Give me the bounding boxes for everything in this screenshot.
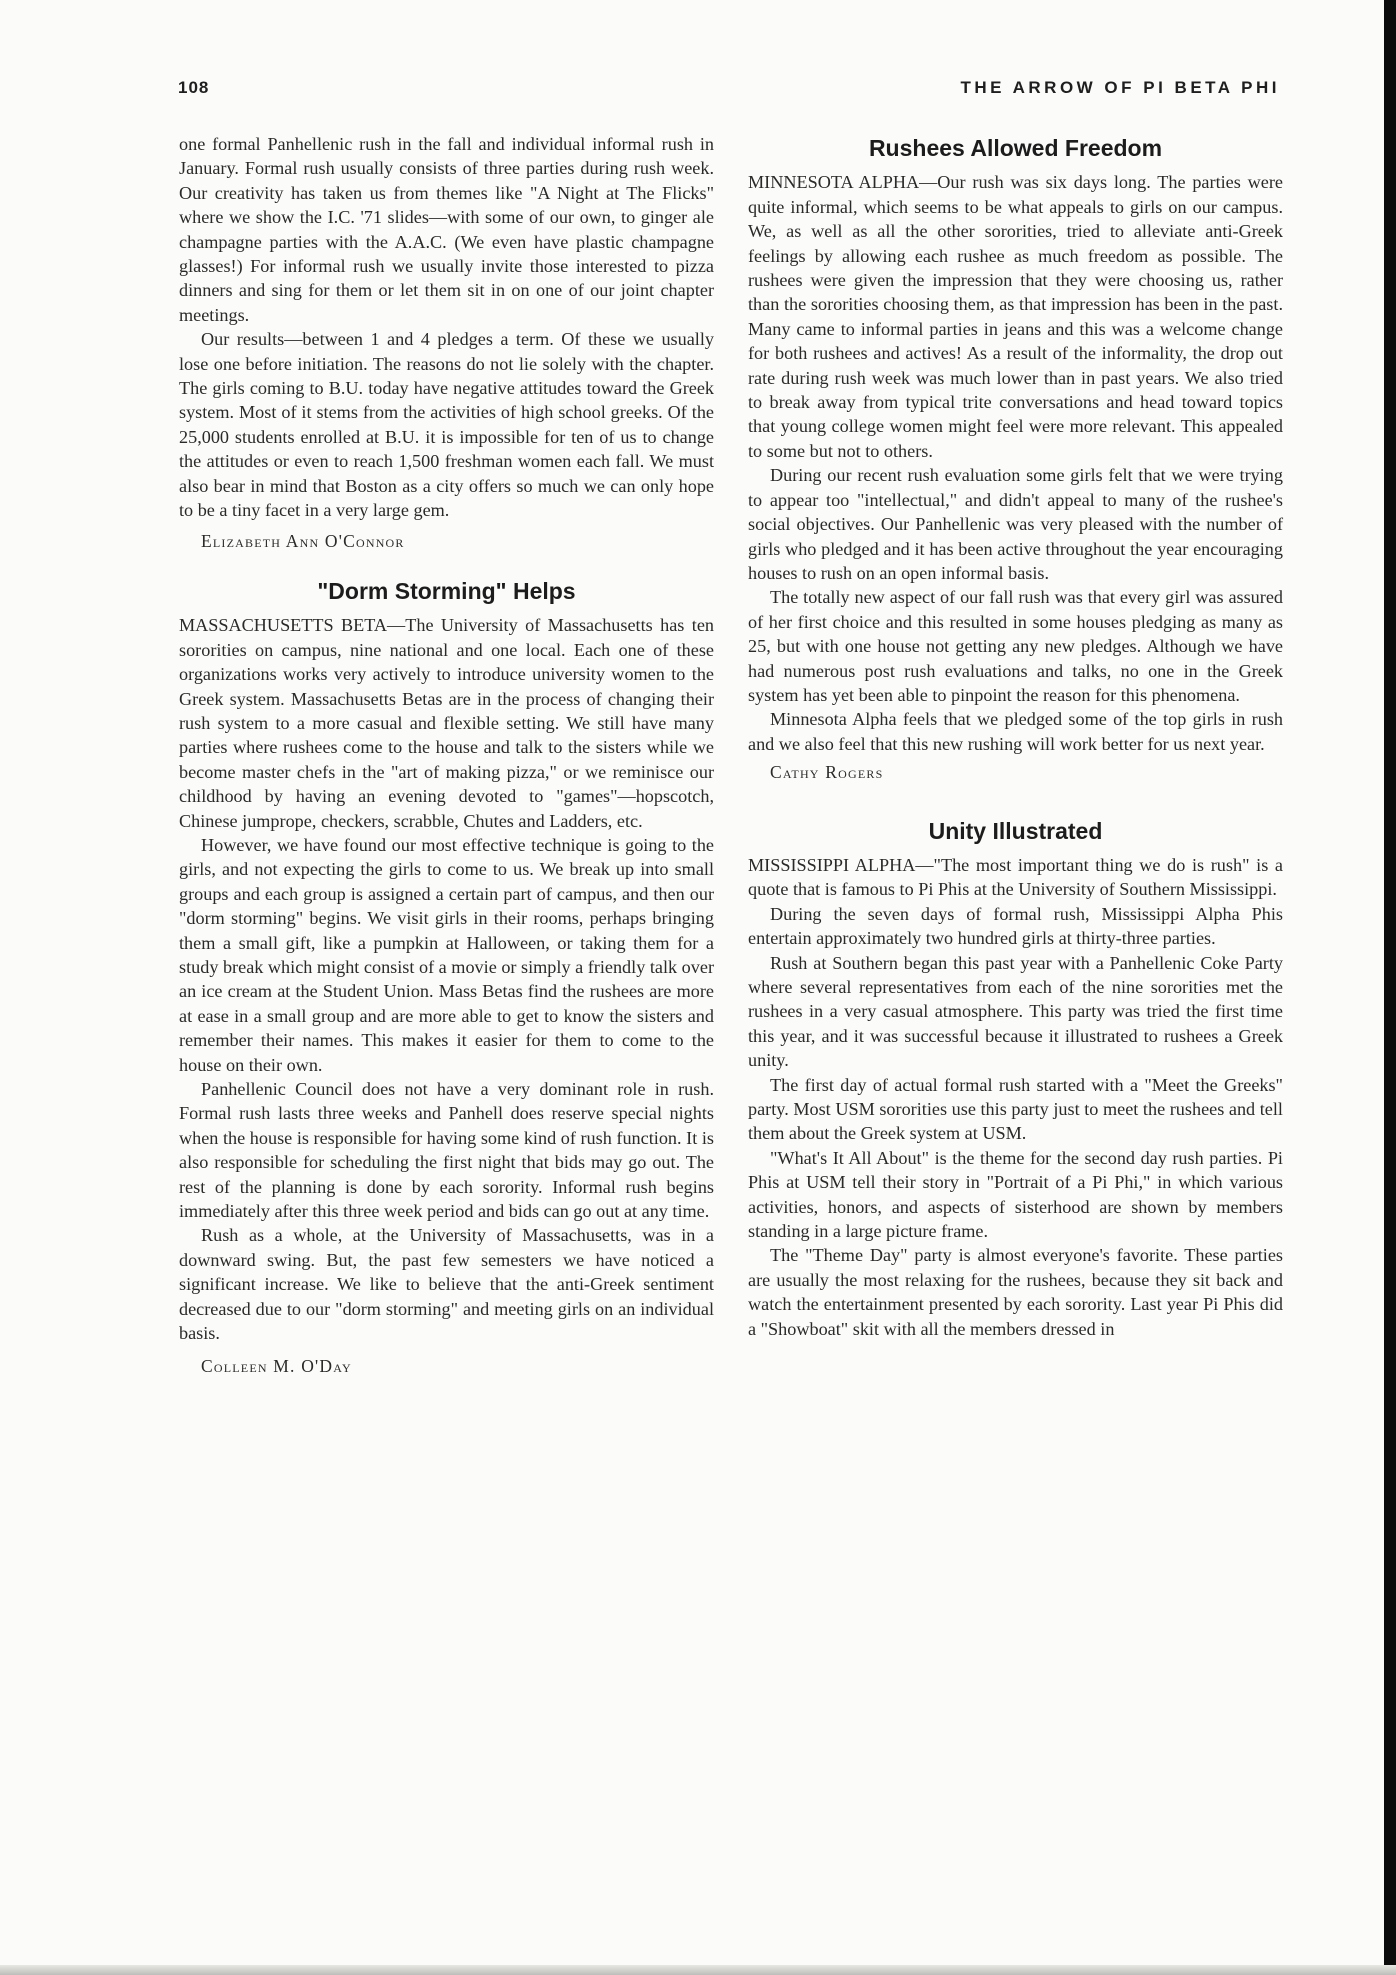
scan-right-edge	[1384, 0, 1396, 1975]
paragraph: Rush at Southern began this past year with a Panhellenic Coke Party where several representatives from each of the nine sororities met the rushees in a very casual atmosphere. This party was tried the first time this year, and it was successful because it illustrated to rushees a Greek unity.	[748, 952, 1283, 1071]
paragraph: Our results—between 1 and 4 pledges a term. Of these we usually lose one before initiation. The reasons do not lie solely with the chapter. The girls coming to B.U. today have negative attitudes toward the Greek system. Most of it stems from the activities of high school greeks. Of the 25,000 students enrolled at B.U. it is impossible for ten of us to change the attitudes or even to reach 1,500 freshman women each fall. We must also bear in mind that Boston as a city offers so much we can only hope to be a tiny facet in a very large gem.	[179, 329, 714, 521]
paragraph: The first day of actual formal rush started with a "Meet the Greeks" party. Most USM sororities use this party just to meet the rushees and tell them about the Greek system at USM.	[748, 1074, 1283, 1144]
page-header	[178, 78, 1280, 108]
paragraph: MISSISSIPPI ALPHA—"The most important thing we do is rush" is a quote that is famous to Pi Phis at the University of Southern Mississippi.	[748, 854, 1283, 900]
paragraph: Minnesota Alpha feels that we pledged some of the top girls in rush and we also feel that this new rushing will work better for us next year.	[748, 709, 1283, 754]
paragraph: MASSACHUSETTS BETA—The University of Massachusetts has ten sororities on campus, nine national and one local. Each one of these organizations works very actively to introduce university women to the Greek system. Massachusetts Betas are in the process of changing their rush system to a more casual and flexible setting. We still have many parties where rushees come to the house and talk to the sisters while we become master chefs in the "art of making pizza," or we reminisce our childhood by having an evening devoted to "games"—hopscotch, Chinese jumprope, checkers, scrabble, Chutes and Ladders, etc.	[179, 615, 714, 831]
signature: Elizabeth Ann O'Connor	[201, 530, 405, 551]
left-column	[179, 132, 714, 1378]
right-column	[748, 132, 1283, 1341]
section-title: Unity Illustrated	[928, 817, 1103, 844]
paragraph: "What's It All About" is the theme for the second day rush parties. Pi Phis at USM tell their story in "Portrait of a Pi Phi," in which various activities, honors, and aspects of sisterhood are shown by members standing in a large picture frame.	[748, 1147, 1283, 1242]
paragraph: The totally new aspect of our fall rush was that every girl was assured of her first choice and this resulted in some houses pledging as many as 25, but with one house not getting any new pledges. Although we have had numerous post rush evaluations and talks, no one in the Greek system has yet been able to pinpoint the reason for this phenomena.	[748, 587, 1283, 705]
paragraph: During our recent rush evaluation some girls felt that we were trying to appear too "intellectual," and didn't appeal to many of the rushee's social objectives. Our Panhellenic was very pleased with the number of girls who pledged and it has been active throughout the year encouraging houses to rush on an open informal basis.	[748, 465, 1283, 583]
paragraph: The "Theme Day" party is almost everyone's favorite. These parties are usually the most relaxing for the rushees, because they sit back and watch the entertainment presented by each sorority. Last year Pi Phis did a "Showboat" skit with all the members dressed in	[748, 1245, 1283, 1339]
paragraph: one formal Panhellenic rush in the fall and individual informal rush in January. Formal rush usually consists of three parties during rush week. Our creativity has taken us from themes like "A Night at The Flicks" where we show the I.C. '71 slides—with some of our own, to ginger ale champagne parties with the A.A.C. (We even have plastic champagne glasses!) For informal rush we usually invite those interested to pizza dinners and sing for them or let them sit in on one of our joint chapter meetings.	[179, 134, 714, 325]
signature: Colleen M. O'Day	[201, 1355, 352, 1376]
page-number: 108	[178, 78, 210, 97]
paragraph: Rush as a whole, at the University of Massachusetts, was in a downward swing. But, the past few semesters we have noticed a significant increase. We like to believe that the anti-Greek sentiment decreased due to our "dorm storming" and meeting girls on an individual basis.	[179, 1225, 714, 1344]
running-title: THE ARROW OF PI BETA PHI	[960, 78, 1280, 97]
section-title: Rushees Allowed Freedom	[868, 135, 1163, 161]
paragraph: However, we have found our most effective technique is going to the girls, and not expecting the girls to come to us. We break up into small groups and each group is assigned a certain part of campus, and then our "dorm storming" begins. We visit girls in their rooms, perhaps bringing them a small gift, like a pumpkin at Halloween, or taking them for a study break which might consist of a movie or simply a friendly talk over an ice cream at the Student Union. Mass Betas find the rushees are more at ease in a small group and are more able to get to know the sisters and remember their names. This makes it easier for them to come to the house on their own.	[179, 834, 714, 1075]
paragraph: Panhellenic Council does not have a very dominant role in rush. Formal rush lasts three weeks and Panhell does reserve special nights when the house is responsible for having some kind of rush function. It is also responsible for scheduling the first night that bids may go out. The rest of the planning is done by each sorority. Informal rush begins immediately after this three week period and bids can go out at any time.	[179, 1079, 714, 1222]
scan-bottom-edge	[0, 1965, 1396, 1975]
signature: Cathy Rogers	[770, 762, 884, 783]
section-title: "Dorm Storming" Helps	[317, 577, 576, 604]
paragraph: During the seven days of formal rush, Mississippi Alpha Phis entertain approximately two hundred girls at thirty-three parties.	[748, 903, 1283, 949]
paragraph: MINNESOTA ALPHA—Our rush was six days long. The parties were quite informal, which seems to be what appeals to girls on our campus. We, as well as all the other sororities, tried to alleviate anti-Greek feelings by allowing each rushee as much freedom as possible. The rushees were given the impression that they were choosing us, rather than the sororities choosing them, as that impression has been in the past. Many came to informal parties in jeans and this was a welcome change for both rushees and actives! As a result of the informality, the drop out rate during rush week was much lower than in past years. We also tried to break away from typical trite conversations and head toward topics that young college women might feel were more relevant. This appealed to some but not to others.	[748, 172, 1283, 461]
